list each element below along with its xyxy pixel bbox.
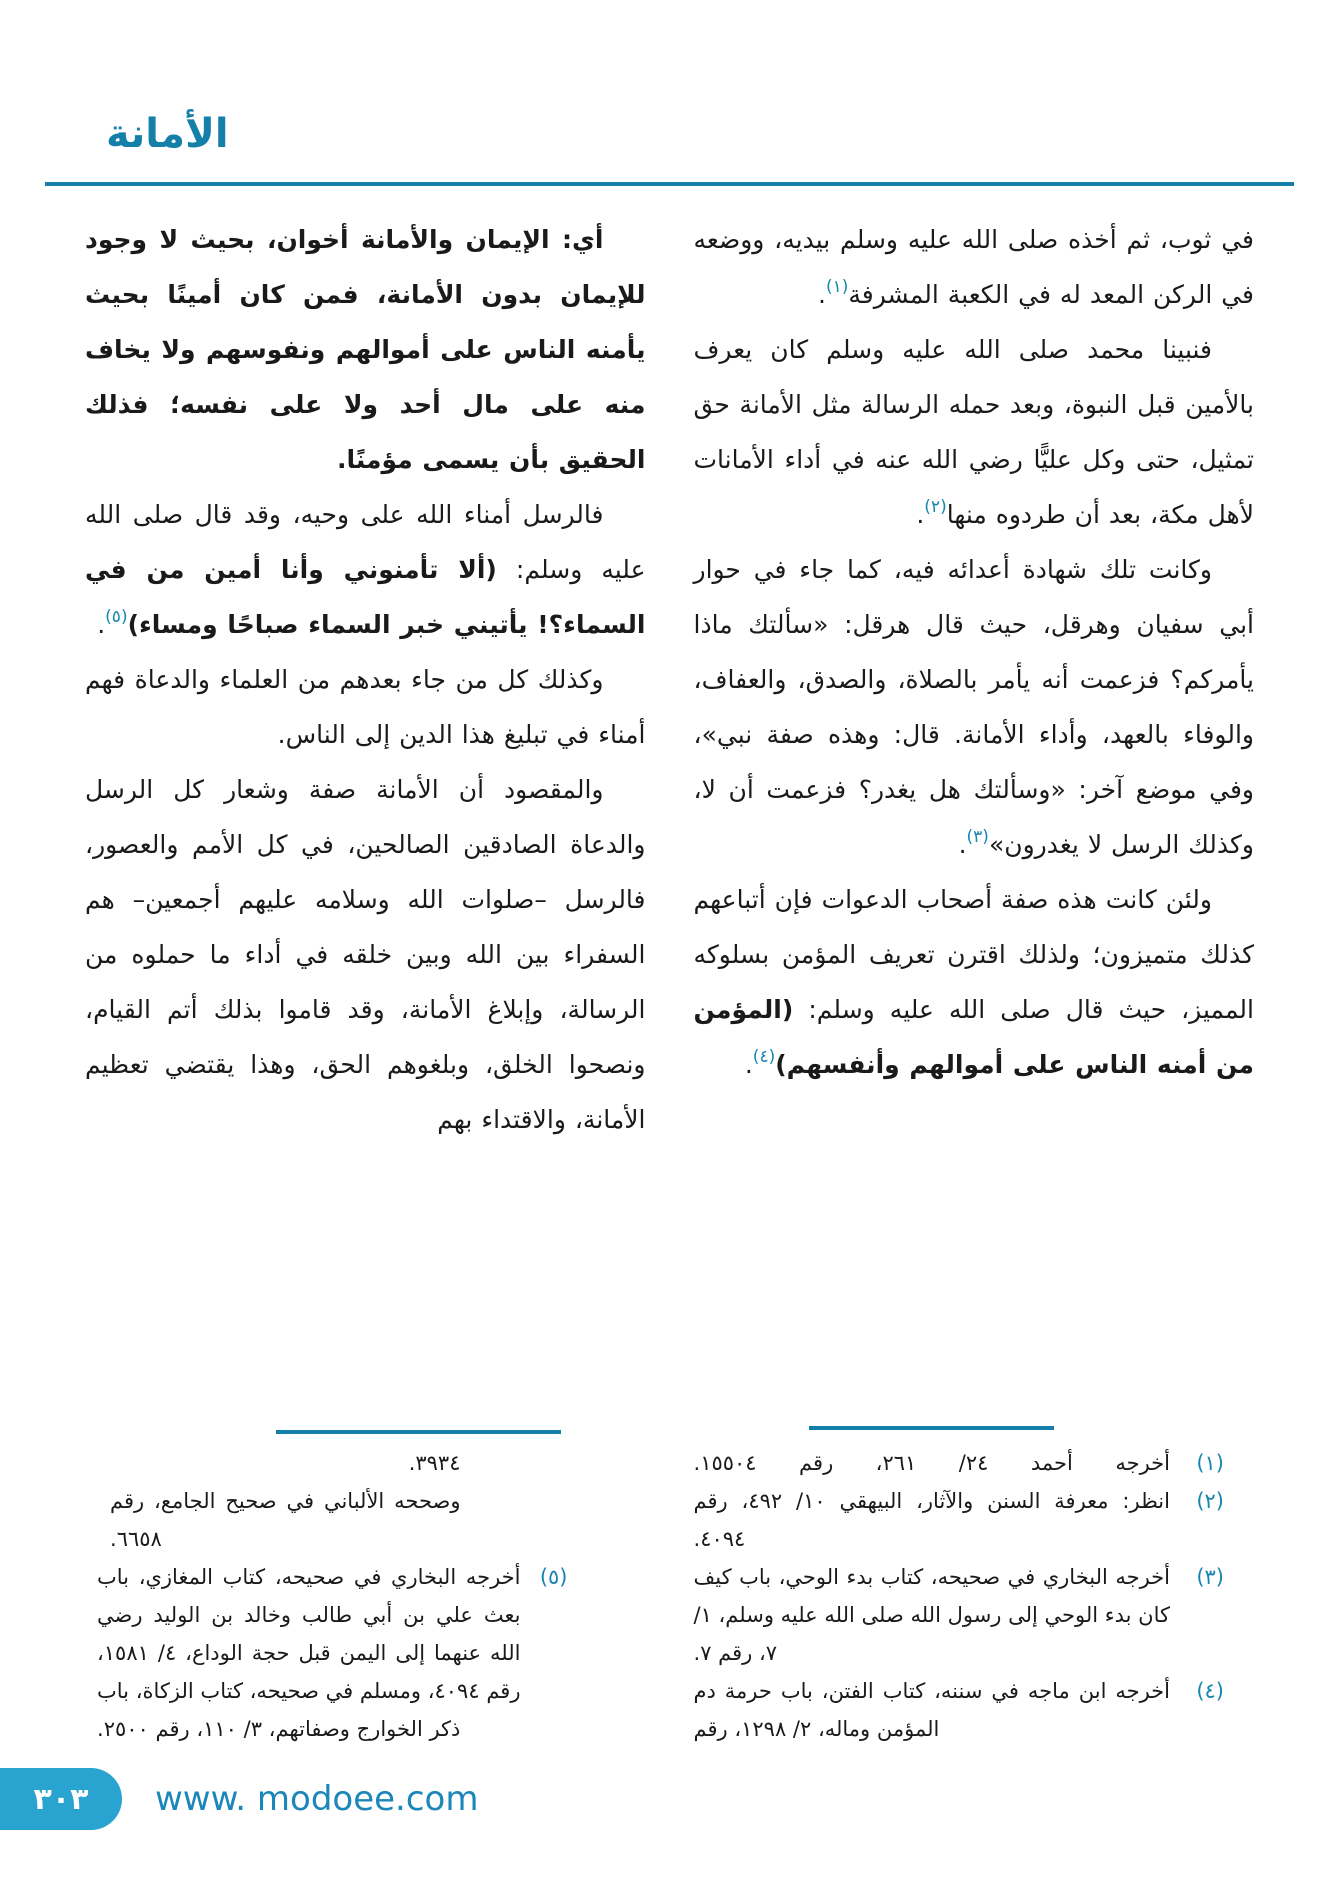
footnote-text: انظر: معرفة السنن والآثار، البيهقي ١٠/ ٤٩٢، رقم ٤٠٩٤. xyxy=(693,1489,1170,1551)
paragraph-text: في ثوب، ثم أخذه صلى الله عليه وسلم بيديه، ووضعه في الركن المعد له في الكعبة المشرفة xyxy=(693,225,1254,309)
footnote-4-continuation xyxy=(110,1444,461,1558)
paragraph-text: . xyxy=(916,500,925,529)
footnote-ref-5: (٥) xyxy=(105,607,128,627)
footnote-marker: (٥) xyxy=(539,1565,568,1589)
header-rule xyxy=(45,182,1294,186)
footnote-marker: (١) xyxy=(1196,1451,1224,1475)
paragraph xyxy=(694,542,1255,872)
footnote-ref-1: (١) xyxy=(825,277,849,297)
hadith-quote: (المؤمن من أمنه الناس على أموالهم وأنفسهم) xyxy=(693,995,1254,1079)
footnote-ref-4: (٤) xyxy=(752,1047,776,1067)
paragraph-text: أي: الإيمان والأمانة أخوان، بحيث لا وجود للإيمان بدون الأمانة، فمن كان أمينًا بحيث يأمنه الناس على أموالهم ونفوسهم ولا يخاف منه على مال أحد ولا على نفسه؛ فذلك الحقيق بأن يسمى مؤمنًا. xyxy=(85,225,646,474)
paragraph-text: فالرسل أمناء الله على وحيه، وقد قال صلى الله عليه وسلم: xyxy=(85,500,646,584)
footnote-ref-3: (٣) xyxy=(966,827,989,847)
paragraph-text: ولئن كانت هذه صفة أصحاب الدعوات فإن أتباعهم كذلك متميزون؛ ولذلك اقترن تعريف المؤمن بسلوكه المميز، حيث قال صلى الله عليه وسلم: xyxy=(693,885,1254,1024)
footnote-3 xyxy=(694,1558,1255,1672)
footnote-marker: (٤) xyxy=(1196,1679,1224,1703)
footnote-text: أخرجه ابن ماجه في سننه، كتاب الفتن، باب حرمة دم المؤمن وماله، ٢/ ١٢٩٨، رقم xyxy=(693,1679,1170,1741)
footnote-text: أخرجه البخاري في صحيحه، كتاب بدء الوحي، باب كيف كان بدء الوحي إلى رسول الله صلى الله عليه وسلم، ١/ ٧، رقم ٧. xyxy=(693,1565,1170,1665)
paragraph-text: . xyxy=(958,830,967,859)
text-columns xyxy=(85,212,1254,1748)
footnote-text: أخرجه أحمد ٢٤/ ٢٦١، رقم ١٥٥٠٤. xyxy=(693,1451,1170,1475)
footnotes-right xyxy=(694,1426,1255,1748)
paragraph xyxy=(85,487,646,652)
page-number: ٣٠٣ xyxy=(33,1781,89,1817)
footnote-ref-2: (٢) xyxy=(924,497,947,517)
paragraph xyxy=(694,872,1255,1092)
footnotes-left xyxy=(85,1430,646,1748)
footnote-text: ٦٦٥٨. xyxy=(110,1527,162,1551)
paragraph xyxy=(85,762,646,1147)
website-url: www. modoee.com xyxy=(155,1779,479,1819)
paragraph xyxy=(85,652,646,762)
page-title: الأمانة xyxy=(106,111,229,157)
footnote-2 xyxy=(694,1482,1255,1558)
footnote-text: وصححه الألباني في صحيح الجامع، رقم xyxy=(110,1489,461,1513)
column-left xyxy=(85,212,646,1748)
paragraph xyxy=(694,322,1255,542)
footnote-5 xyxy=(85,1558,646,1748)
paragraph-text: فنبينا محمد صلى الله عليه وسلم كان يعرف بالأمين قبل النبوة، وبعد حمله الرسالة مثل الأمانة حق تمثيل، حتى وكل عليًّا رضي الله عنه في أداء الأمانات لأهل مكة، بعد أن طردوه منها xyxy=(693,335,1254,529)
footnote-1 xyxy=(694,1444,1255,1482)
paragraph-text: . xyxy=(818,280,826,309)
footnote-text: أخرجه البخاري في صحيحه، كتاب المغازي، باب بعث علي بن أبي طالب وخالد بن الوليد رضي الله عنهما إلى اليمن قبل حجة الوداع، ٤/ ١٥٨١، رقم ٤٠٩٤، ومسلم في صحيحه، كتاب الزكاة، باب ذكر الخوارج وصفاتهم، ٣/ ١١٠، رقم ٢٥٠٠. xyxy=(97,1565,521,1741)
footnote-text: ٣٩٣٤. xyxy=(408,1451,461,1475)
paragraph xyxy=(694,212,1255,322)
paragraph-text: وكانت تلك شهادة أعدائه فيه، كما جاء في حوار أبي سفيان وهرقل، حيث قال هرقل: «سألتك ماذا يأمركم؟ فزعمت أنه يأمر بالصلاة، والصدق، والعفاف، والوفاء بالعهد، وأداء الأمانة. قال: وهذه صفة نبي»، وفي موضع آخر: «وسألتك هل يغدر؟ فزعمت أن لا، وكذلك الرسل لا يغدرون» xyxy=(693,555,1254,859)
footnote-marker: (٣) xyxy=(1196,1565,1224,1589)
paragraph-text: والمقصود أن الأمانة صفة وشعار كل الرسل والدعاة الصادقين الصالحين، في كل الأمم والعصور، فالرسل –صلوات الله وسلامه عليهم أجمعين– هم السفراء بين الله وبين خلقه في أداء ما حملوه من الرسالة، وإبلاغ الأمانة، وقد قاموا بذلك أتم القيام، ونصحوا الخلق، وبلغوهم الحق، وهذا يقتضي تعظيم الأمانة، والاقتداء بهم xyxy=(85,775,646,1134)
paragraph-text: وكذلك كل من جاء بعدهم من العلماء والدعاة فهم أمناء في تبليغ هذا الدين إلى الناس. xyxy=(85,665,646,749)
paragraph-text: . xyxy=(97,610,106,639)
footnote-separator xyxy=(809,1426,1054,1430)
paragraph-text: . xyxy=(744,1050,753,1079)
hadith-quote: (ألا تأمنوني وأنا أمين من في السماء؟! يأتيني خبر السماء صباحًا ومساء) xyxy=(85,555,646,639)
footnote-separator xyxy=(276,1430,561,1434)
footnote-marker: (٢) xyxy=(1196,1489,1224,1513)
paragraph xyxy=(85,212,646,487)
column-right xyxy=(694,212,1255,1748)
footnote-4 xyxy=(694,1672,1255,1748)
page-number-badge xyxy=(0,1768,122,1830)
